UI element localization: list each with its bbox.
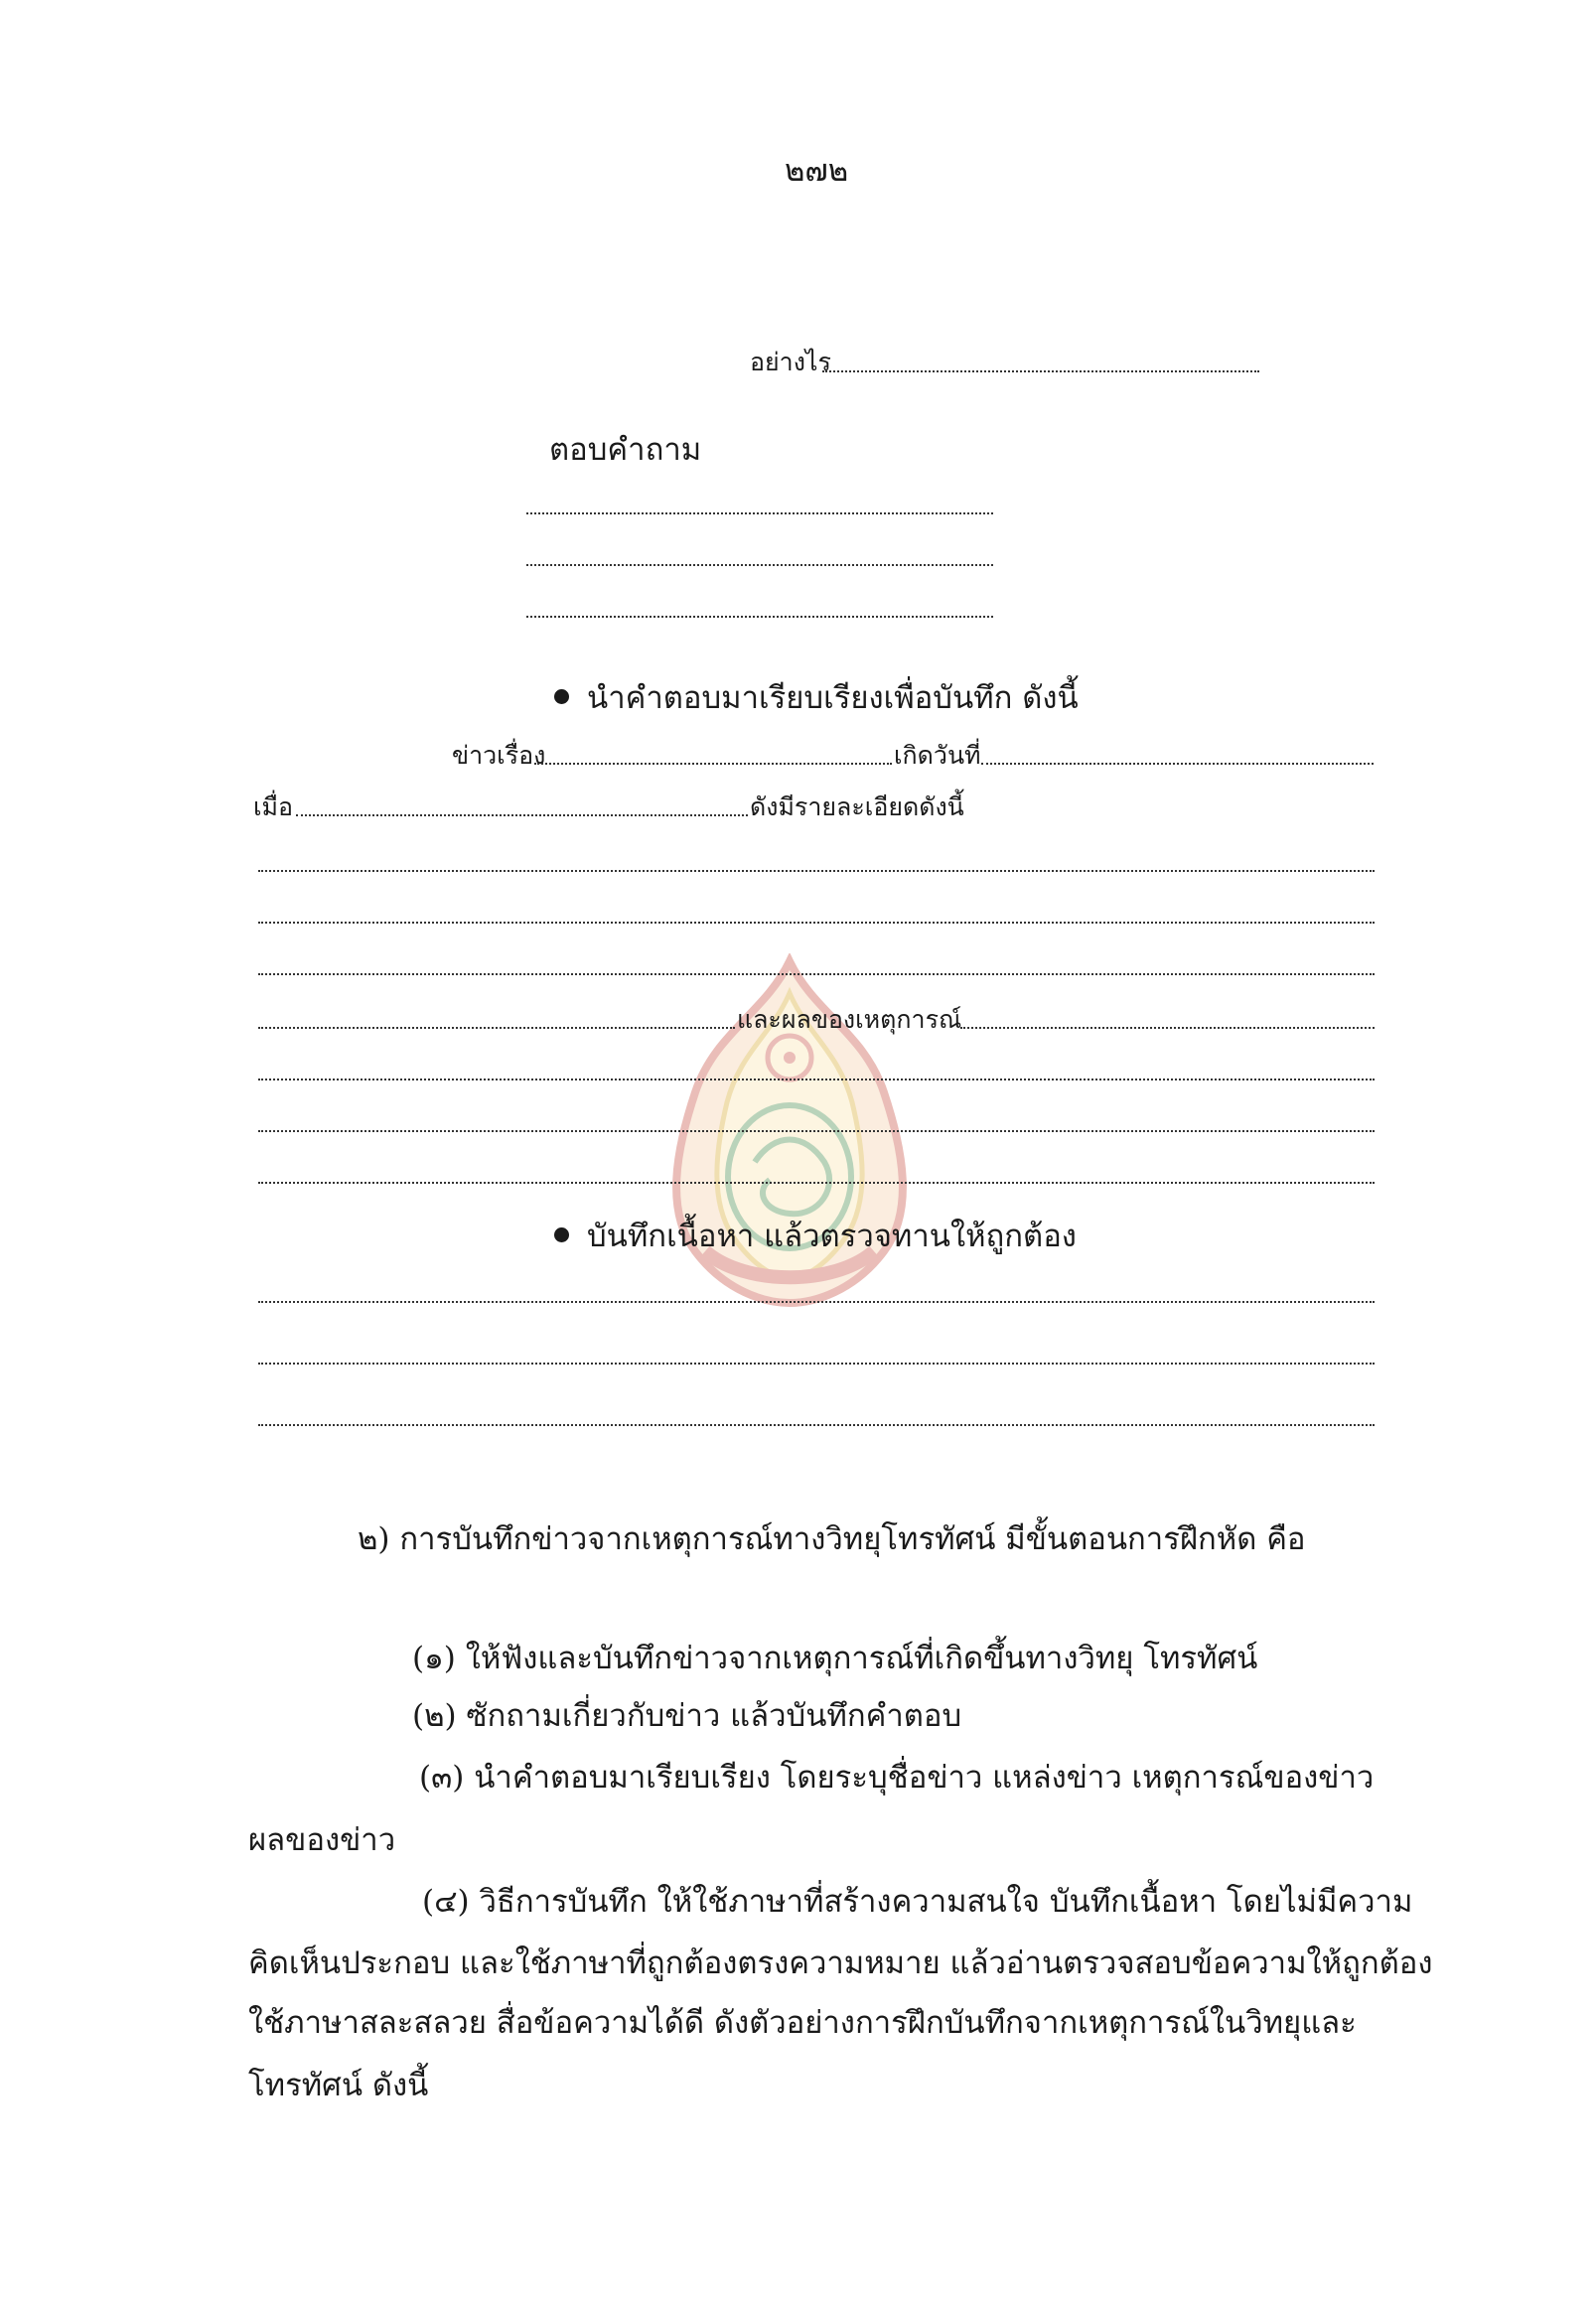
page-number: ๒๗๒: [785, 153, 849, 189]
arrange-heading: [554, 680, 1079, 716]
section2-step3-line1: (๓) นำคำตอบมาเรียบเรียง โดยระบุชื่อข่าว แหล่งข่าว เหตุการณ์ของข่าว: [419, 1760, 1375, 1796]
how-blank-line: [822, 370, 1259, 372]
record-blank-line: [258, 1363, 1375, 1365]
section2-step1: (๑) ให้ฟังและบันทึกข่าวจากเหตุการณ์ที่เกิดขึ้นทางวิทยุ โทรทัศน์: [412, 1641, 1258, 1676]
section2-heading: ๒) การบันทึกข่าวจากเหตุการณ์ทางวิทยุโทรทัศน์ มีขั้นตอนการฝึกหัด คือ: [358, 1521, 1306, 1557]
detail-blank-line: [258, 973, 1375, 975]
detail-blank-line: [258, 1130, 1375, 1132]
details-label: ดังมีรายละเอียดดังนี้: [750, 792, 964, 821]
detail-blank-line: [258, 1079, 1375, 1080]
occurred-on-blank: [981, 763, 1374, 765]
answer-blank-line: [526, 564, 993, 566]
section2-step3-line2: ผลของข่าว: [248, 1822, 396, 1858]
bullet-icon: [554, 689, 569, 704]
section2-step2: (๒) ซักถามเกี่ยวกับข่าว แล้วบันทึกคำตอบ: [412, 1698, 962, 1734]
section2-step4-line3: ใช้ภาษาสละสลวย สื่อข้อความได้ดี ดังตัวอย่างการฝึกบันทึกจากเหตุการณ์ในวิทยุและ: [248, 2005, 1357, 2041]
answer-blank-line: [526, 616, 993, 618]
record-blank-line: [258, 1301, 1375, 1303]
when-label: เมื่อ: [253, 792, 294, 821]
bullet-icon: [554, 1227, 569, 1242]
answer-blank-line: [526, 512, 993, 514]
how-label: อย่างไร: [750, 348, 831, 376]
section2-step4-line4: โทรทัศน์ ดังนี้: [248, 2068, 429, 2103]
detail-blank-line: [258, 922, 1375, 924]
when-blank: [296, 814, 748, 816]
section2-step4-line1: (๔) วิธีการบันทึก ให้ใช้ภาษาที่สร้างความสนใจ บันทึกเนื้อหา โดยไม่มีความ: [422, 1884, 1413, 1920]
detail-blank-line: [258, 870, 1375, 872]
occurred-on-label: เกิดวันที่: [894, 741, 981, 770]
record-blank-line: [258, 1424, 1375, 1426]
detail-blank-line: [258, 1182, 1375, 1184]
news-title-blank: [534, 763, 892, 765]
record-heading-text: บันทึกเนื้อหา แล้วตรวจทานให้ถูกต้อง: [587, 1219, 1077, 1254]
news-title-label: ข่าวเรื่อง: [452, 741, 546, 770]
section2-step4-line2: คิดเห็นประกอบ และใช้ภาษาที่ถูกต้องตรงความหมาย แล้วอ่านตรวจสอบข้อความให้ถูกต้อง: [248, 1945, 1433, 1981]
result-blank-right: [960, 1027, 1375, 1029]
result-blank-left: [258, 1027, 735, 1029]
answer-heading: ตอบคำถาม: [549, 432, 702, 468]
record-heading: [554, 1219, 1077, 1254]
arrange-heading-text: นำคำตอบมาเรียบเรียงเพื่อบันทึก ดังนี้: [587, 680, 1079, 716]
result-label: และผลของเหตุการณ์: [737, 1005, 962, 1034]
